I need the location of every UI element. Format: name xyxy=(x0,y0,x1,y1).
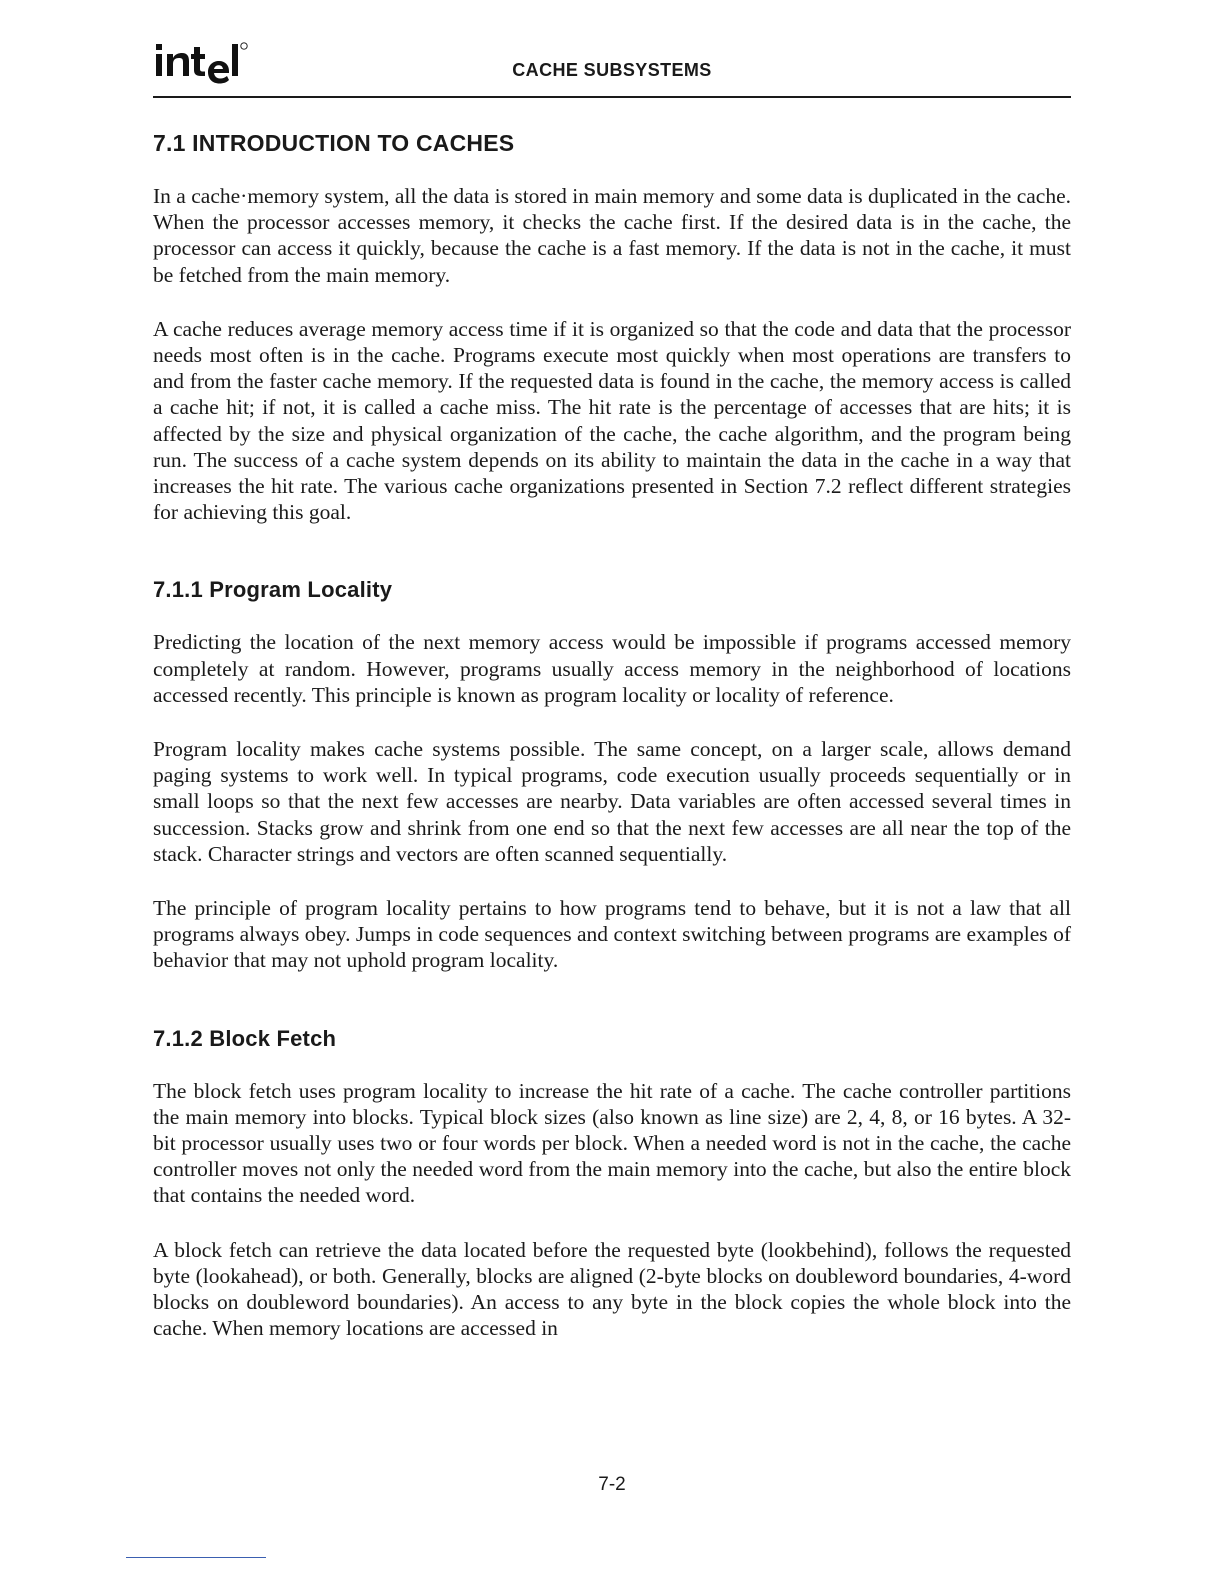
footer-divider xyxy=(126,1557,266,1558)
section-heading-7-1: 7.1 INTRODUCTION TO CACHES xyxy=(153,130,515,156)
page-body xyxy=(153,130,1071,1342)
subsection-heading-7-1-1: 7.1.1 Program Locality xyxy=(153,577,393,603)
paragraph: The block fetch uses program locality to increase the hit rate of a cache. The cache controller partitions the main memory into blocks. Typical block sizes (also known as line size) are 2, 4, 8, or 16 bytes. A 32-bit processor usually uses two or four words per block. When a needed word is not in the cache, the cache controller moves not only the needed word from the main memory into the cache, but also the entire block that contains the needed word. xyxy=(153,1078,1071,1208)
paragraph: In a cache·memory system, all the data is stored in main memory and some data is duplicated in the cache. When the processor accesses memory, it checks the cache first. If the desired data is in the cache, the processor can access it quickly, because the cache is a fast memory. If the data is not in the cache, it must be fetched from the main memory. xyxy=(153,184,1071,287)
running-head: CACHE SUBSYSTEMS xyxy=(512,60,712,80)
paragraph: Predicting the location of the next memory access would be impossible if programs accessed memory completely at random. However, programs usually access memory in the neighborhood of locations accessed recently. This principle is known as program locality or locality of reference. xyxy=(153,630,1071,707)
paragraph: The principle of program locality pertains to how programs tend to behave, but it is not a law that all programs always obey. Jumps in code sequences and context switching between programs are examples of behavior that may not uphold program locality. xyxy=(153,896,1071,973)
paragraph: A block fetch can retrieve the data located before the requested byte (lookbehind), follows the requested byte (lookahead), or both. Generally, blocks are aligned (2-byte blocks on doubleword boundaries, 4-word blocks on doubleword boundaries). An access to any byte in the block copies the whole block into the cache. When memory locations are accessed in xyxy=(153,1237,1071,1341)
page-number: 7-2 xyxy=(598,1474,626,1495)
page-header xyxy=(153,38,1071,98)
subsection-heading-7-1-2: 7.1.2 Block Fetch xyxy=(153,1025,337,1051)
paragraph: A cache reduces average memory access time if it is organized so that the code and data that the processor needs most often is in the cache. Programs execute most quickly when most operations are transfers to and from the faster cache memory. If the requested data is found in the cache, the memory access is called a cache hit; if not, it is called a cache miss. The hit rate is the percentage of accesses that are hits; it is affected by the size and physical organization of the cache, the cache algorithm, and the program being run. The success of a cache system depends on its ability to maintain the data in the cache in a way that increases the hit rate. The various cache organizations presented in Section 7.2 reflect different strategies for achieving this goal. xyxy=(153,316,1071,525)
paragraph: Program locality makes cache systems possible. The same concept, on a larger scale, allows demand paging systems to work well. In typical programs, code execution usually proceeds sequentially or in small loops so that the next few accesses are nearby. Data variables are often accessed several times in succession. Stacks grow and shrink from one end so that the next few accesses are all near the top of the stack. Character strings and vectors are often scanned sequentially. xyxy=(153,737,1071,866)
